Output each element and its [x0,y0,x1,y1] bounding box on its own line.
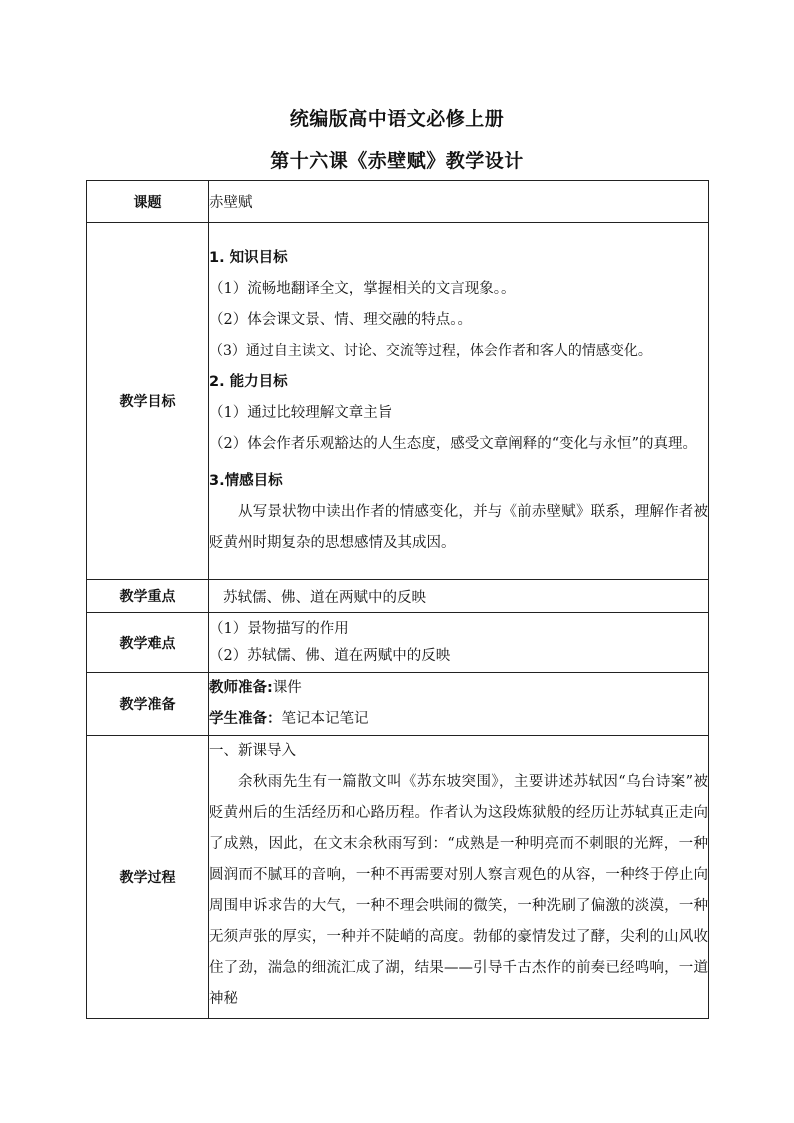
difficulty-item: （2）苏轼儒、佛、道在两赋中的反映 [209,647,451,664]
topic-row [87,181,709,223]
lesson-plan-table [86,180,709,1019]
ability-item: （1）通过比较理解文章主旨 [209,405,393,421]
teacher-preparation-label: 教师准备: [209,680,273,696]
difficulties-label: 教学难点 [87,613,209,673]
student-preparation [209,704,708,735]
difficulties-content [209,613,709,673]
key-points-content [209,580,709,613]
preparation-row [87,673,709,736]
knowledge-item: （1）流畅地翻译全文，掌握相关的文言现象。。 [209,281,516,297]
ability-heading: 2. 能力目标 [209,374,288,390]
process-label: 教学过程 [87,736,209,1019]
knowledge-heading: 1. 知识目标 [209,250,288,266]
process-intro-text: 余秋雨先生有一篇散文叫《苏东坡突围》，主要讲述苏轼因“乌台诗案”被贬黄州后的生活经历和心路历程。作者认为这段炼狱般的经历让苏轼真正走向了成熟，因此，在文末余秋雨写到：“成熟是一种明亮而不刺眼的光辉，一种圆润而不腻耳的音响，一种不再需要对别人察言观色的从容，一种终于停止向周围申诉求告的大气，一种不理会哄闹的微笑，一种洗刷了偏激的淡漠，一种无须声张的厚实，一种并不陡峭的高度。勃郁的豪情发过了酵，尖利的山风收住了劲，湍急的细流汇成了湖，结果——引导千古杰作的前奏已经鸣响，一道神秘 [209,774,708,1007]
objectives-content [209,223,709,580]
key-points-row [87,580,709,613]
key-points-text: 苏轼儒、佛、道在两赋中的反映 [223,589,426,606]
ability-item: （2）体会作者乐观豁达的人生态度，感受文章阐释的“变化与永恒”的真理。 [209,436,698,452]
topic-value [209,181,709,223]
objectives-row [87,223,709,580]
teacher-preparation [209,673,708,704]
key-points-label: 教学重点 [87,580,209,613]
process-section-heading: 一、新课导入 [209,743,296,759]
preparation-content [209,673,709,736]
preparation-label: 教学准备 [87,673,209,736]
document-title: 统编版高中语文必修上册 [289,108,505,130]
topic-label: 课题 [87,181,209,223]
objectives-label: 教学目标 [87,223,209,580]
difficulty-item: （1）景物描写的作用 [209,620,349,637]
knowledge-item: （2）体会课文景、情、理交融的特点。。 [209,312,472,328]
process-content [209,736,709,1019]
emotion-text: 从写景状物中读出作者的情感变化，并与《前赤壁赋》联系，理解作者被贬黄州时期复杂的思想感情及其成因。 [209,504,708,551]
process-text-clip [209,736,708,1017]
process-row [87,736,709,1019]
lesson-title: 第十六课《赤壁赋》教学设计 [270,150,524,172]
emotion-heading: 3.情感目标 [209,473,283,489]
student-preparation-label: 学生准备： [209,711,282,727]
knowledge-item: （3）通过自主读文、讨论、交流等过程，体会作者和客人的情感变化。 [209,343,652,359]
teacher-preparation-value: 课件 [272,680,302,696]
difficulties-row [87,613,709,673]
student-preparation-value: 笔记本记笔记 [281,711,369,727]
topic-text: 赤壁赋 [209,195,253,211]
